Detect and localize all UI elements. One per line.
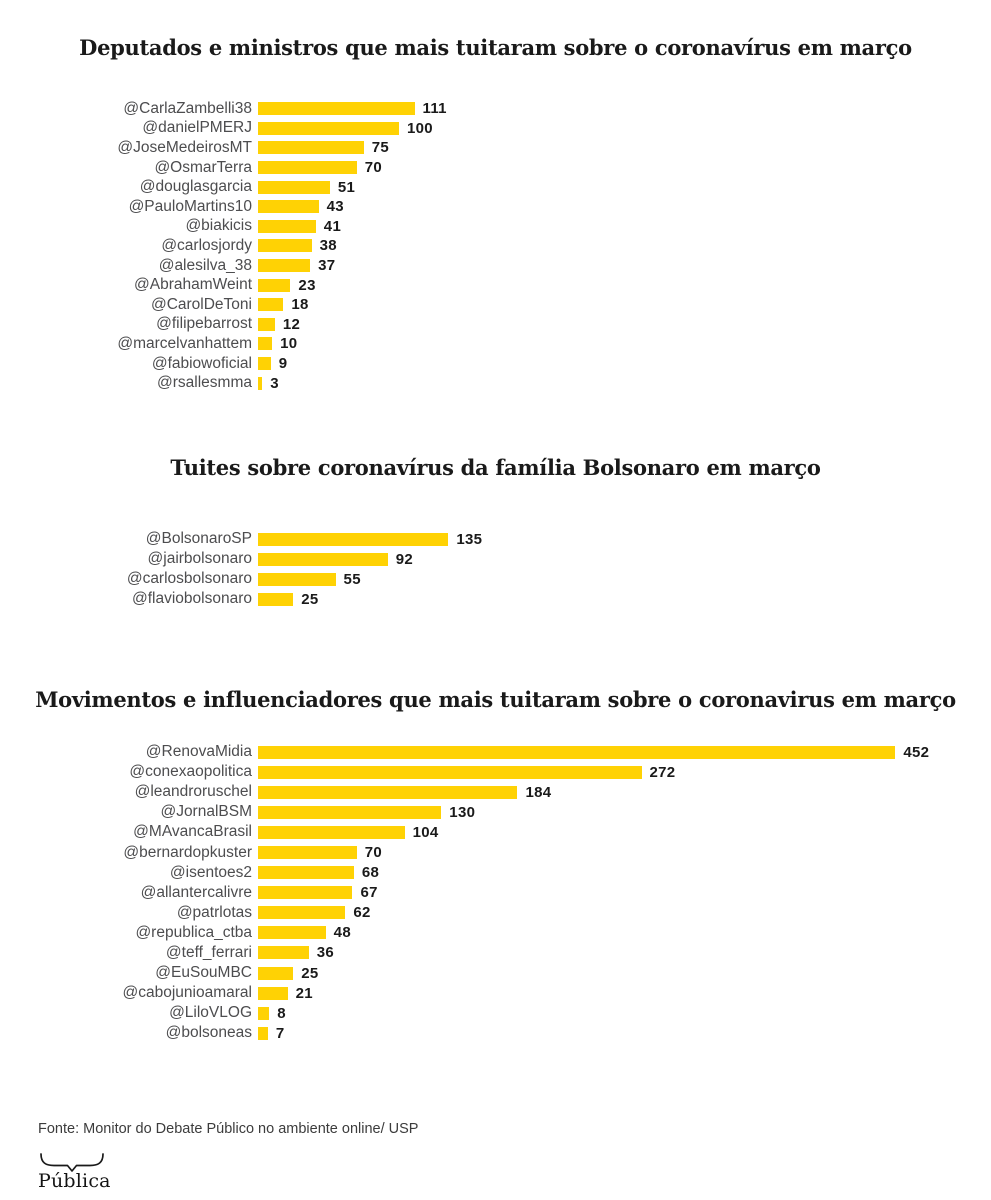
bar-label: @OsmarTerra: [154, 158, 252, 176]
bar: [258, 318, 275, 331]
chart-row: [40, 529, 482, 549]
bar-value: 111: [422, 100, 447, 118]
chart-row: [40, 119, 447, 139]
bar-value: 10: [280, 335, 298, 353]
chart-row: [40, 197, 447, 217]
bar: [258, 766, 642, 779]
chart-row: [40, 883, 929, 903]
bar-value: 452: [903, 743, 930, 761]
chart-row: [40, 589, 482, 609]
bar: [258, 102, 415, 115]
bar: [258, 357, 271, 370]
bar: [258, 298, 283, 311]
chart-title-movimentos: Movimentos e influenciadores que mais tuitaram sobre o coronavirus em março: [35, 687, 956, 712]
bar: [258, 826, 405, 839]
bar-value: 51: [337, 178, 356, 196]
chart-row: [40, 1023, 929, 1043]
bar-label: @biakicis: [185, 217, 252, 235]
chart-row: [40, 158, 447, 178]
bar-value: 25: [301, 590, 319, 608]
bar-value: 9: [278, 355, 288, 373]
bar-value: 67: [360, 884, 378, 902]
bar-value: 70: [364, 844, 382, 862]
bar-value: 75: [371, 139, 390, 157]
bar: [258, 161, 357, 174]
chart-row: [40, 315, 447, 335]
chart-row: [40, 802, 929, 822]
chart-row: [40, 742, 929, 762]
bar-label: @MAvancaBrasil: [133, 823, 252, 841]
bar-label: @teff_ferrari: [165, 943, 252, 961]
bar-value: 55: [343, 570, 361, 588]
bar-label: @carlosbolsonaro: [126, 570, 252, 587]
bar-label: @allantercalivre: [140, 883, 252, 901]
chart-row: [40, 569, 482, 589]
bar-label: @cabojunioamaral: [122, 984, 252, 1002]
bar-value: 62: [353, 904, 371, 922]
bar: [258, 987, 288, 1000]
bar: [258, 1007, 269, 1020]
bar-label: @JornalBSM: [160, 803, 252, 821]
bar: [258, 200, 319, 213]
bar-label: @leandroruschel: [134, 783, 252, 801]
chart-row: [40, 236, 447, 256]
bar-value: 135: [456, 530, 483, 548]
bar-label: @marcelvanhattem: [117, 334, 252, 352]
bar-label: @PauloMartins10: [128, 197, 252, 215]
bar: [258, 1027, 268, 1040]
bar-value: 70: [364, 159, 382, 177]
chart-row: [40, 762, 929, 782]
bar-value: 41: [323, 217, 342, 235]
bar-label: @rsallesmma: [157, 374, 252, 392]
bar-label: @republica_ctba: [135, 923, 252, 941]
chart-row: [40, 863, 929, 883]
bar: [258, 553, 388, 566]
bar: [258, 122, 399, 135]
bar-label: @carlosjordy: [161, 236, 252, 254]
bar-value: 18: [291, 296, 309, 314]
bar-value: 3: [270, 374, 279, 392]
bar: [258, 746, 895, 759]
bar-value: 7: [275, 1024, 285, 1042]
bar: [258, 946, 309, 959]
bar-label: @AbrahamWeint: [134, 276, 252, 294]
bar: [258, 786, 517, 799]
bar: [258, 239, 312, 252]
bar-label: @JoseMedeirosMT: [117, 138, 252, 156]
chart-row: [40, 983, 929, 1003]
bar-label: @filipebarrost: [156, 315, 252, 333]
chart-title-bolsonaro: Tuites sobre coronavírus da família Bolsonaro em março: [170, 455, 821, 480]
bar-value: 25: [301, 964, 319, 982]
publica-logo-text: Pública: [38, 1170, 111, 1192]
bar-label: @fabiowoficial: [151, 354, 252, 372]
chart-row: [40, 99, 447, 119]
bar-value: 272: [649, 763, 676, 781]
publica-logo: [38, 1152, 111, 1192]
bar-value: 21: [295, 984, 313, 1002]
chart-bolsonaro: [40, 529, 482, 609]
chart-row: [40, 903, 929, 923]
bar: [258, 181, 330, 194]
bar: [258, 846, 357, 859]
chart-row: [40, 138, 447, 158]
chart-row: [40, 943, 929, 963]
bar-value: 23: [298, 276, 316, 294]
chart-row: [40, 256, 447, 276]
bar: [258, 967, 293, 980]
bar-label: @flaviobolsonaro: [132, 590, 252, 607]
bar: [258, 259, 310, 272]
bar-label: @bernardopkuster: [123, 843, 252, 861]
chart-row: [40, 275, 447, 295]
bar-label: @RenovaMidia: [145, 743, 252, 761]
bar-value: 100: [407, 119, 433, 137]
chart-row: [40, 354, 447, 374]
bar-label: @CarolDeToni: [150, 295, 252, 313]
bar-label: @patrlotas: [176, 903, 252, 921]
chart-row: [40, 923, 929, 943]
chart-title-deputados: Deputados e ministros que mais tuitaram sobre o coronavírus em março: [79, 35, 912, 60]
bar-label: @BolsonaroSP: [145, 530, 252, 547]
bar-label: @alesilva_38: [158, 256, 252, 274]
bar-label: @EuSouMBC: [155, 964, 252, 982]
bar-label: @conexaopolitica: [129, 763, 252, 781]
bar-value: 92: [395, 550, 414, 568]
bar-value: 43: [326, 198, 344, 216]
chart-row: [40, 334, 447, 354]
bar: [258, 377, 262, 390]
chart-row: [40, 549, 482, 569]
bar: [258, 220, 316, 233]
bar: [258, 533, 448, 546]
bar: [258, 141, 364, 154]
bar-label: @LiloVLOG: [169, 1004, 252, 1022]
chart-row: [40, 1003, 929, 1023]
chart-deputados: [40, 99, 447, 393]
bar: [258, 866, 354, 879]
bar: [258, 593, 293, 606]
bar-value: 12: [282, 315, 301, 333]
chart-row: [40, 822, 929, 842]
bar: [258, 573, 336, 586]
bar: [258, 906, 345, 919]
bar-label: @douglasgarcia: [139, 178, 252, 196]
bar-value: 184: [525, 783, 552, 801]
chart-row: [40, 963, 929, 983]
bar-value: 48: [333, 924, 351, 942]
bar-value: 104: [412, 823, 439, 841]
bar-label: @CarlaZambelli38: [123, 99, 252, 117]
bar-label: @isentoes2: [169, 863, 252, 881]
chart-row: [40, 217, 447, 237]
chart-row: [40, 842, 929, 862]
bar: [258, 337, 272, 350]
source-note: Fonte: Monitor do Debate Público no ambiente online/ USP: [38, 1121, 419, 1137]
bar: [258, 886, 352, 899]
chart-row: [40, 782, 929, 802]
bar-value: 36: [316, 944, 335, 962]
bar-value: 68: [361, 864, 380, 882]
bar: [258, 806, 441, 819]
bar: [258, 279, 290, 292]
chart-row: [40, 177, 447, 197]
chart-movimentos: [40, 742, 929, 1043]
bar: [258, 926, 326, 939]
bar-value: 37: [318, 257, 336, 275]
bar-label: @jairbolsonaro: [147, 550, 252, 567]
bar-value: 8: [277, 1004, 286, 1022]
bar-label: @bolsoneas: [165, 1024, 252, 1042]
bar-value: 38: [319, 237, 337, 255]
bar-value: 130: [449, 803, 476, 821]
chart-row: [40, 373, 447, 393]
bar-label: @danielPMERJ: [142, 119, 252, 137]
chart-row: [40, 295, 447, 315]
